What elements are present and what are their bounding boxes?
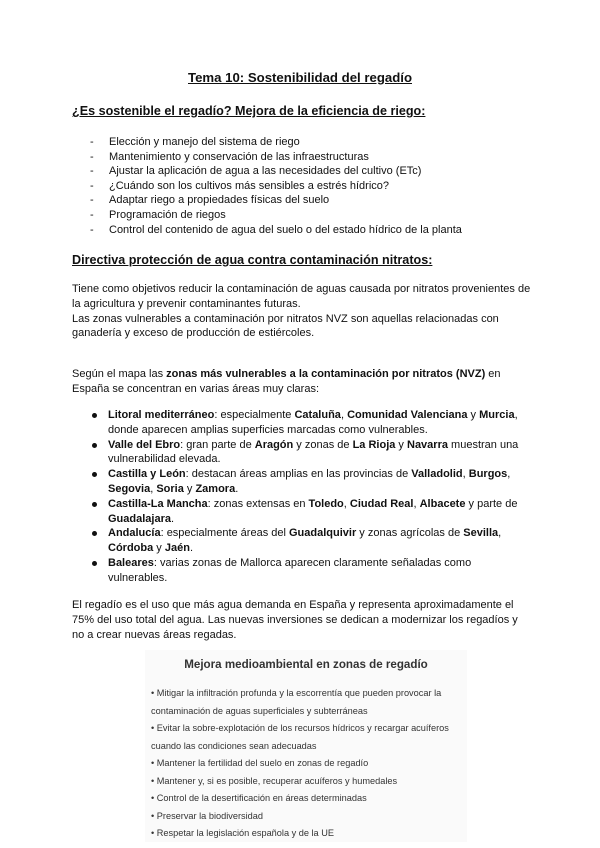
objectives-text: Tiene como objetivos reducir la contaminación de aguas causada por nitratos provenientes de la agricultura y prevenir contaminantes futuras. bbox=[72, 283, 531, 310]
figure-line: • Preservar la biodiversidad bbox=[151, 810, 263, 821]
list-item: - Ajustar la aplicación de agua a las necesidades del cultivo (ETc) bbox=[90, 165, 422, 178]
section-heading-efficiency: ¿Es sostenible el regadío? Mejora de la eficiencia de riego: bbox=[72, 104, 426, 118]
region-item: Valle del Ebro: gran parte de Aragón y zonas de La Rioja y Navarra muestran una vulnerabilidad elevada. bbox=[90, 438, 530, 468]
figure-line: • Mantener y, si es posible, recuperar acuíferos y humedales bbox=[151, 775, 398, 786]
region-item: Castilla y León: destacan áreas amplias en las provincias de Valladolid, Burgos, Segovia, Soria y Zamora. bbox=[90, 467, 530, 497]
figure-list bbox=[151, 685, 463, 843]
nvz-definition-text: Las zonas vulnerables a contaminación por nitratos NVZ son aquellas relacionadas con ganadería y exceso de producción de estiércoles. bbox=[72, 312, 499, 340]
figure-line: contaminación de aguas superficiales y subterráneas bbox=[151, 705, 368, 716]
region-item: Baleares: varias zonas de Mallorca aparecen claramente señaladas como vulnerables. bbox=[90, 556, 530, 586]
figure-line: • Mantener la fertilidad del suelo en zonas de regadío bbox=[151, 758, 369, 768]
nitrates-paragraph bbox=[72, 282, 532, 341]
list-item: - Control del contenido de agua del suelo o del estado hídrico de la planta bbox=[90, 223, 462, 236]
figure-line: • Control de la desertificación en áreas determinadas bbox=[151, 793, 367, 803]
figure-line: • Evitar la sobre-explotación de los recursos hídricos y recargar acuíferos bbox=[151, 723, 449, 733]
water-use-paragraph: El regadío es el uso que más agua demanda en España y representa aproximadamente el 75% del uso total del agua. Las nuevas inversiones se dedican a modernizar los regadíos y no a crear nuevas áreas regadas. bbox=[72, 599, 518, 641]
section-heading-nitrates: Directiva protección de agua contra contaminación nitratos: bbox=[72, 253, 433, 267]
figure-line: • Respetar la legislación española y de la UE bbox=[151, 828, 334, 838]
list-item: - ¿Cuándo son los cultivos más sensibles a estrés hídrico? bbox=[90, 179, 390, 192]
list-item: - Programación de riegos bbox=[90, 208, 226, 221]
regions-list bbox=[90, 408, 530, 586]
document-title: Tema 10: Sostenibilidad del regadío bbox=[188, 70, 412, 85]
figure-title: Mejora medioambiental en zonas de regadío bbox=[184, 658, 428, 671]
region-item: Castilla-La Mancha: zonas extensas en Toledo, Ciudad Real, Albacete y parte de Guadalajara. bbox=[90, 497, 530, 527]
figure-line: • Mitigar la infiltración profunda y la escorrentía que pueden provocar la bbox=[151, 688, 442, 698]
figure-line: cuando las condiciones sean adecuadas bbox=[151, 740, 317, 751]
environmental-improvement-figure bbox=[145, 650, 467, 842]
list-item: - Mantenimiento y conservación de las infraestructuras bbox=[90, 150, 369, 163]
map-intro-paragraph: Según el mapa las zonas más vulnerables a la contaminación por nitratos (NVZ) en España se concentran en varias áreas muy claras: bbox=[72, 368, 501, 395]
region-item: Andalucía: especialmente áreas del Guadalquivir y zonas agrícolas de Sevilla, Córdoba y Jaén. bbox=[90, 526, 530, 556]
region-item: Litoral mediterráneo: especialmente Cataluña, Comunidad Valenciana y Murcia, donde aparecen amplias superficies marcadas como vulnerables. bbox=[90, 408, 530, 438]
list-item: - Adaptar riego a propiedades físicas del suelo bbox=[90, 194, 330, 207]
efficiency-list bbox=[90, 135, 462, 237]
list-item: - Elección y manejo del sistema de riego bbox=[90, 136, 300, 148]
